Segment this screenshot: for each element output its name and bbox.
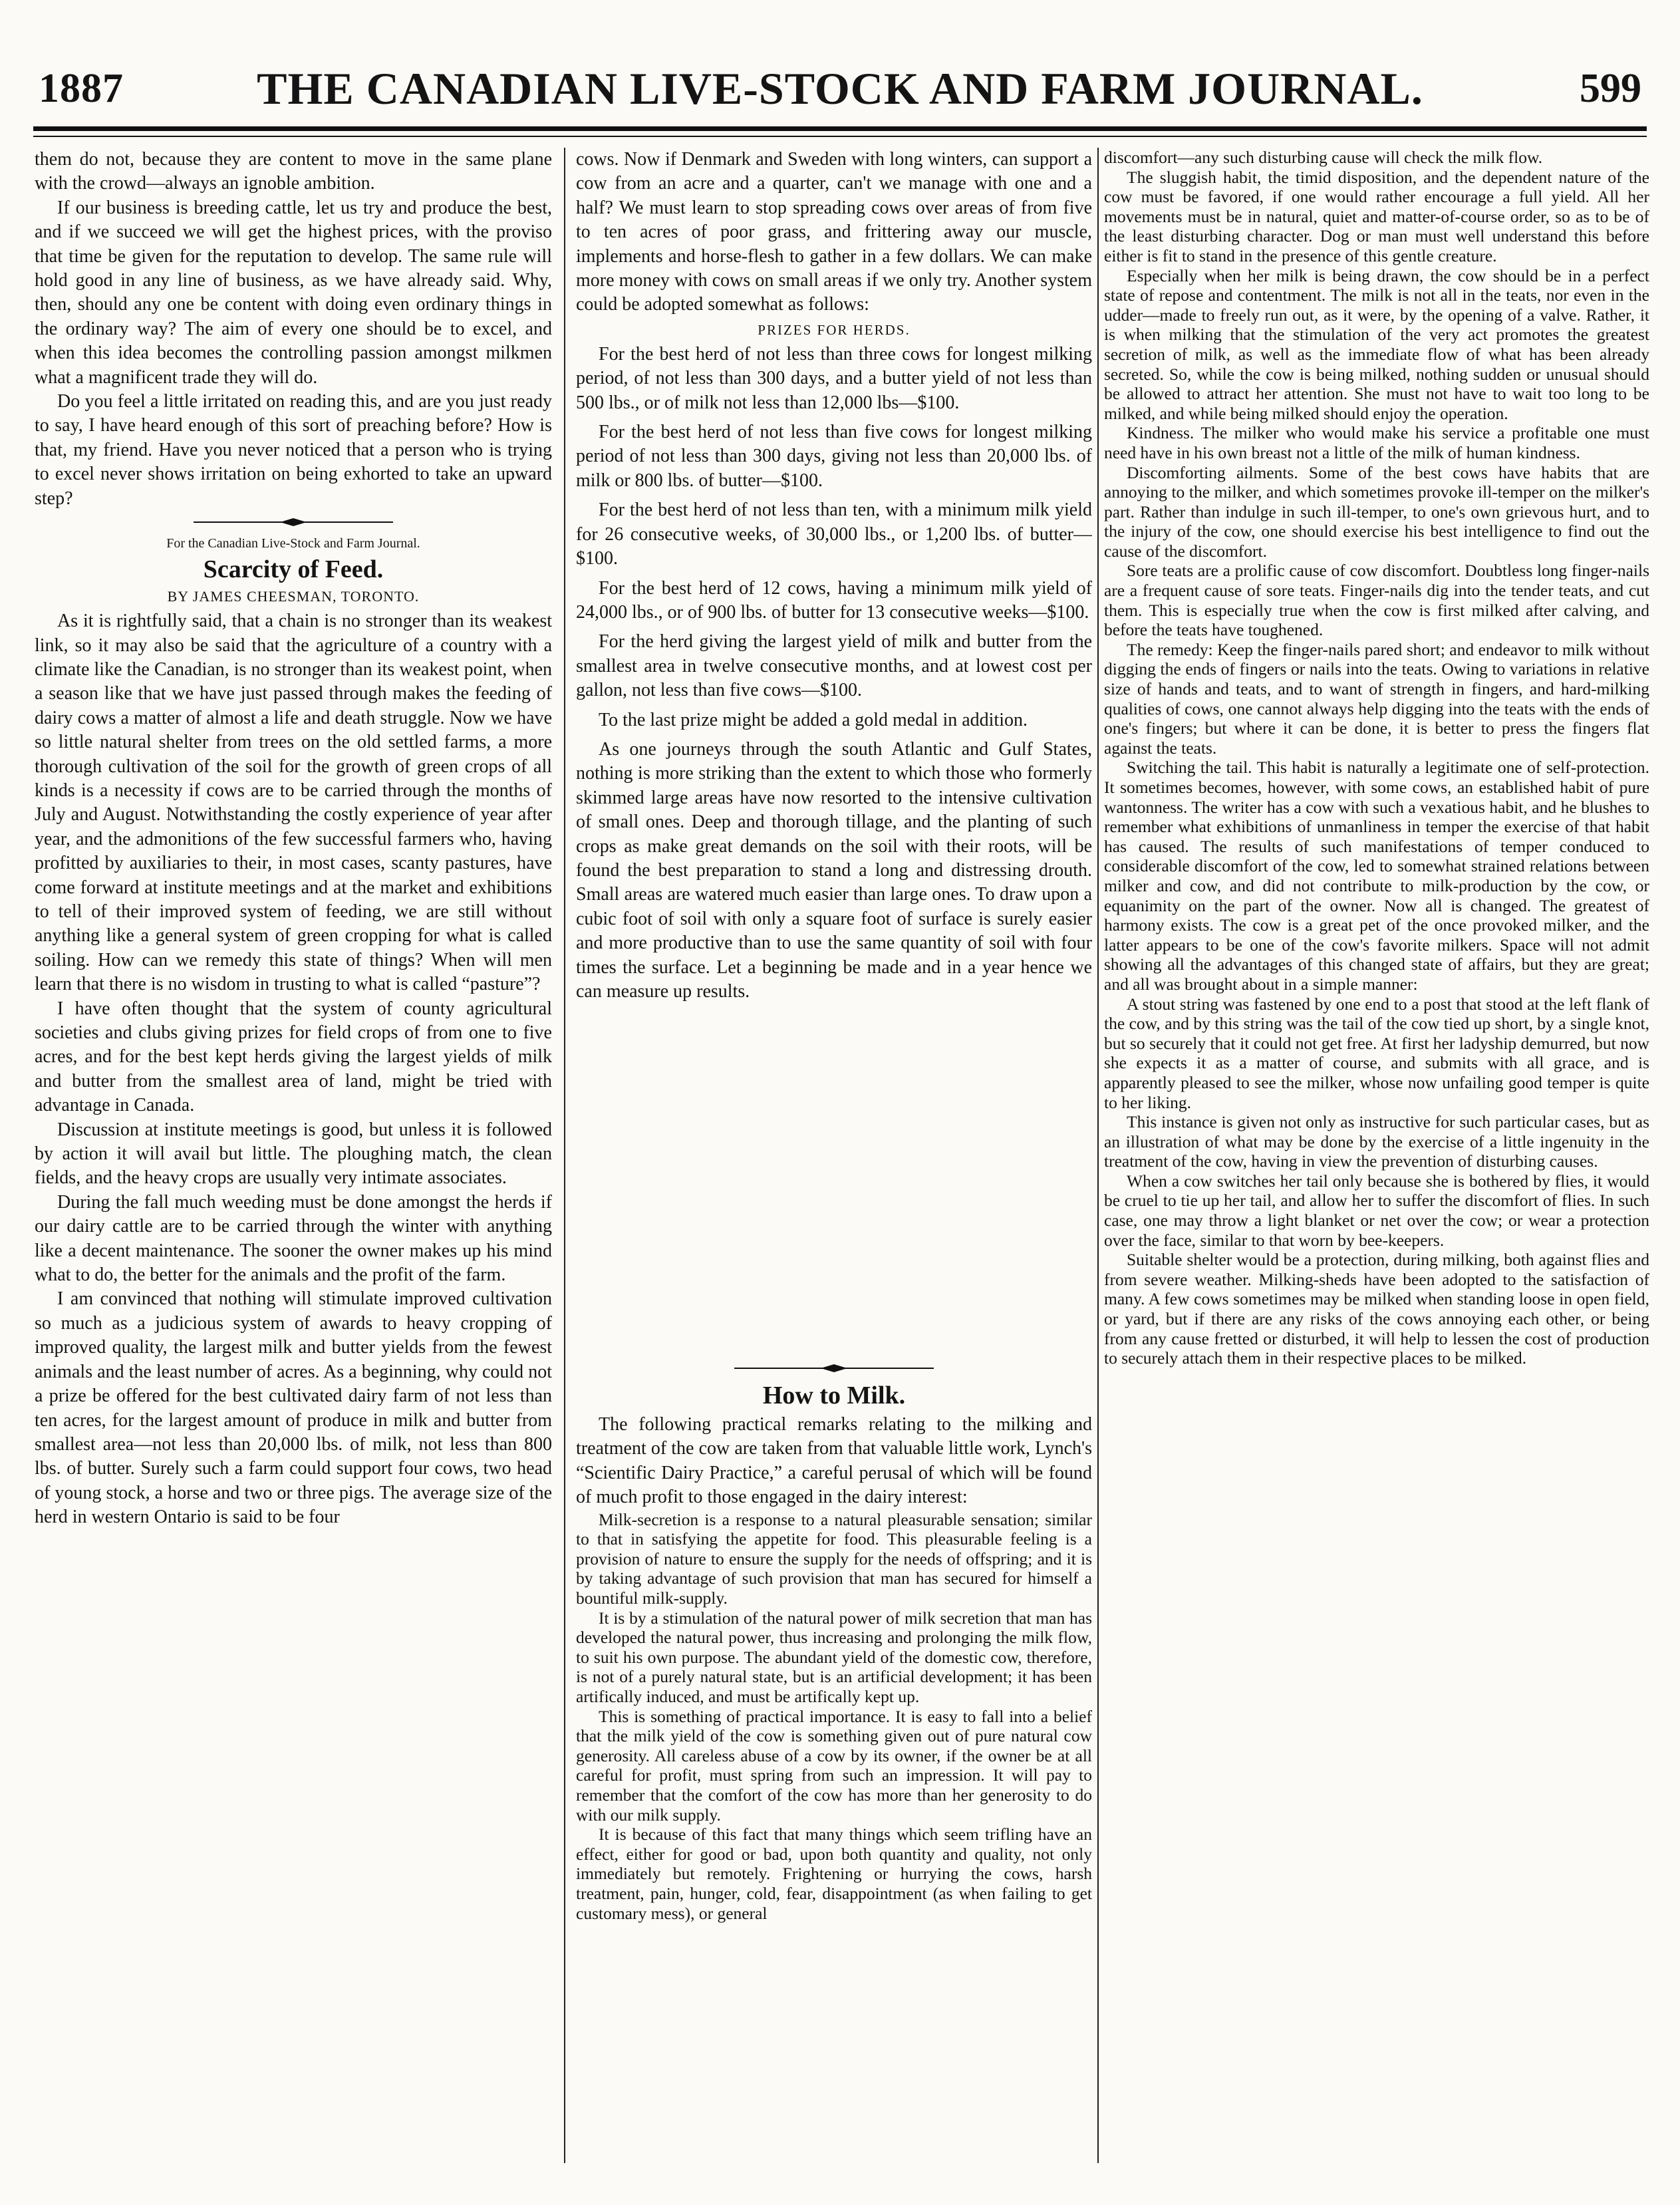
section-title: How to Milk. bbox=[762, 1382, 906, 1409]
section-divider bbox=[35, 511, 552, 533]
paragraph: As one journeys through the south Atlantic and Gulf States, nothing is more striking than the extent to which those who formerly skimmed large areas have now resorted to the intensive cultivation of small ones. Deep and thorough tillage, and the planting of such crops as make great demands on the soil with their roots, will be found the best preparation to stand a long and distressing drouth. Small areas are watered much easier than large ones. To draw upon a cubic foot of soil with only a square foot of surface is surely easier and more productive than to use the same quantity of soil with four times the surface. Let a beginning be made and in a year hence we can measure up results. bbox=[576, 738, 1092, 1002]
column-divider bbox=[1097, 148, 1099, 2163]
paragraph: Discomforting ailments. Some of the best cows have habits that are annoying to the milker, and which sometimes provoke ill-temper on the milker's part. Rather than indulge in such ill-temper, to one's own grievous hurt, and to the injury of the cow, one should exercise his best intelligence to find out the cause of the discomfort. bbox=[1104, 462, 1649, 561]
column-2 bbox=[576, 148, 1092, 1505]
column-1 bbox=[35, 148, 552, 2170]
paragraph: I have often thought that the system of county agricultural societies and clubs giving prizes for field crops of from one to five acres, and for the best kept herds giving the largest yields of milk and butter from the smallest area of land, might be tried with advantage in Canada. bbox=[35, 998, 552, 1116]
paragraph: The sluggish habit, the timid disposition, and the dependent nature of the cow must be favored, if one would rather encourage a full yield. All her movements must be in natural, quiet and matter-of-course order, so as to be of the least disturbing character. Dog or man must well understand this before either is fit to stand in the presence of this gentle creature. bbox=[1104, 167, 1649, 265]
article-byline: BY JAMES CHEESMAN, TORONTO. bbox=[167, 588, 420, 605]
page-header bbox=[33, 53, 1647, 133]
paragraph: It is because of this fact that many things which seem trifling have an effect, either for good or bad, upon both quantity and quality, not only immediately but remotely. Frightening or hurrying the cows, harsh treatment, pain, hunger, cold, fear, disappointment (as when failing to get customary mess), or general bbox=[576, 1825, 1092, 1923]
paragraph: Milk-secretion is a response to a natural pleasurable sensation; similar to that in satisfying the appetite for food. This pleasurable feeling is a provision of nature to ensure the supply for the needs of offspring; and it is by taking advantage of such provision that man has secured for himself a bountiful milk-supply. bbox=[576, 1509, 1092, 1608]
prize-item: For the best herd of not less than three cows for longest milking period, of not less than 300 days, and a butter yield of not less than 500 lbs., or of milk not less than 12,000 lbs—$100. bbox=[576, 343, 1092, 413]
paragraph: This is something of practical importance. It is easy to fall into a belief that the milk yield of the cow is something given out of pure natural cow generosity. All careless abuse of a cow by its owner, if the owner be at all careful for profit, must spring from such an impression. It will pay to remember that the comfort of the cow has more than her generosity to do with our milk supply. bbox=[576, 1706, 1092, 1825]
header-rule-thin bbox=[33, 136, 1647, 137]
paragraph: To the last prize might be added a gold medal in addition. bbox=[599, 709, 1028, 730]
paragraph: As it is rightfully said, that a chain is no stronger than its weakest link, so it may also be said that the agriculture of a country with a climate like the Canadian, is no stronger than its weakest point, when a season like that we have just passed through makes the feeding of dairy cows a matter of almost a life and death struggle. Now we have so little natural shelter from trees on the old settled farms, a more thorough cultivation of the soil for the growth of green crops of all kinds is a necessity if cows are to be carried through the months of July and August. Notwithstanding the costly experience of year after year, and the admonitions of the few successful farmers who, having profitted by auxiliaries to their, in most cases, scanty pastures, have come forward at institute meetings and at the market and exhibitions to tell of their improved system of feeding, we are still without anything like a general system of green cropping for what is called soiling. How can we remedy this state of things? When will men learn that there is no wisdom in trusting to what is called “pasture”? bbox=[35, 611, 552, 995]
prize-item: For the herd giving the largest yield of milk and butter from the smallest area in twelve consecutive months, and at lowest cost per gallon, not less than five cows—$100. bbox=[576, 631, 1092, 701]
paragraph: This instance is given not only as instructive for such particular cases, but as an illustration of what may be done by the exercise of a little ingenuity in the treatment of the cow, having in view the prevention of disturbing causes. bbox=[1104, 1112, 1649, 1171]
prize-item: For the best herd of 12 cows, having a minimum milk yield of 24,000 lbs., or of 900 lbs. of butter for 13 consecutive weeks—$100. bbox=[576, 577, 1092, 623]
paragraph: Do you feel a little irritated on reading this, and are you just ready to say, I have heard enough of this sort of preaching before? How is that, my friend. Have you never noticed that a person who is trying to excel never shows irritation on being exhorted to take an upward step? bbox=[35, 391, 552, 509]
paragraph: Discussion at institute meetings is good, but unless it is followed by action it will avail but little. The ploughing match, the clean fields, and the heavy crops are usually very intimate associates. bbox=[35, 1119, 552, 1189]
paragraph: Kindness. The milker who would make his service a profitable one must need have in his own breast not a little of the milk of human kindness. bbox=[1104, 423, 1649, 462]
paragraph: them do not, because they are content to move in the same plane with the crowd—always an ignoble ambition. bbox=[35, 149, 552, 194]
paragraph: It is by a stimulation of the natural power of milk secretion that man has developed the natural power, thus increasing and prolonging the milk flow, to suit his own purpose. The abundant yield of the domestic cow, therefore, is not of a purely natural state, but is an artificial development; it has been artifically induced, and must be artifically kept up. bbox=[576, 1608, 1092, 1706]
column-3 bbox=[1104, 148, 1649, 2176]
paragraph: I am convinced that nothing will stimulate improved cultivation so much as a judicious system of awards to heavy cropping of improved quality, the largest milk and butter yields from the fewest animals and the least number of acres. As a beginning, why could not a prize be offered for the best cultivated dairy farm of not less than ten acres, for the largest amount of produce in milk and butter from smallest area—not less than 20,000 lbs. of milk, not less than 800 lbs. of butter. Surely such a farm could support four cows, two head of young stock, a horse and two or three pigs. The average size of the herd in western Ontario is said to be four bbox=[35, 1288, 552, 1528]
paragraph: The remedy: Keep the finger-nails pared short; and endeavor to milk without digging the ends of fingers or nails into the teats. Owing to variations in relative size of hands and teats, and to want of strength in fingers, and hard-milking qualities of cows, one cannot always help digging into the teats with the ends of one's fingers; but where it can be done, it is better to press the fingers flat against the teats. bbox=[1104, 639, 1649, 758]
paragraph: If our business is breeding cattle, let us try and produce the best, and if we succeed we will get the highest prices, with the proviso that time be given for the reputation to develop. The same rule will hold good in any line of business, as we have already said. Why, then, should any one be content with doing even ordinary things in the ordinary way? The aim of every one should be to excel, and when this idea becomes the controlling passion amongst milkmen what a magnificent trade they will do. bbox=[35, 197, 552, 388]
paragraph: During the fall much weeding must be done amongst the herds if our dairy cattle are to be carried through the winter with anything like a decent maintenance. The sooner the owner makes up his mind what to do, the better for the animals and the profit of the farm. bbox=[35, 1191, 552, 1286]
journal-title: THE CANADIAN LIVE-STOCK AND FARM JOURNAL. bbox=[257, 63, 1423, 114]
paragraph: When a cow switches her tail only because she is bothered by flies, it would be cruel to tie up her tail, and allow her to suffer the discomfort of flies. In such case, one may throw a light blanket or net over the cow; or wear a protection over the face, similar to that worn by bee-keepers. bbox=[1104, 1171, 1649, 1250]
article-source: For the Canadian Live-Stock and Farm Journal. bbox=[166, 536, 420, 551]
paragraph: Switching the tail. This habit is naturally a legitimate one of self-protection. It sometimes becomes, however, with some cows, an established habit of pure wantonness. The writer has a cow with such a vexatious habit, and he blushes to remember what exhibitions of unmanliness in temper the exercise of that habit has caused. The results of such manifestations of temper conduced to considerable discomfort of the cow, led to somewhat strained relations between milker and cow, and did not contribute to milk-production by the cow, or equanimity on the part of the owner. Now all is changed. The greatest of harmony exists. The cow is a great pet of the once provoked milker, and the latter appears to be one of the cow's favorite milkers. Space will not admit showing all the advantages of this changed state of affairs, but they are great; and all was brought about in a simple manner: bbox=[1104, 758, 1649, 994]
paragraph: Sore teats are a prolific cause of cow discomfort. Doubtless long finger-nails are a frequent cause of sore teats. Finger-nails dig into the tender teats, and cut them. This is especially true when the cow is first milked after calving, and before the teats have toughened. bbox=[1104, 561, 1649, 640]
paragraph: cows. Now if Denmark and Sweden with long winters, can support a cow from an acre and a quarter, can't we manage with one and a half? We must learn to stop spreading cows over areas of from five to ten acres of poor grass, and frittering away our muscle, implements and horse-flesh to gather in a few dollars. We can make more money with cows on small areas if we only try. Another system could be adopted somewhat as follows: bbox=[576, 149, 1092, 315]
header-year: 1887 bbox=[39, 66, 124, 111]
section-divider bbox=[576, 1357, 1092, 1380]
prize-item: For the best herd of not less than five cows for longest milking period of not less than 300 days, giving not less than 20,000 lbs. of milk or 800 lbs. of butter—$100. bbox=[576, 422, 1092, 491]
paragraph: discomfort—any such disturbing cause will check the milk flow. bbox=[1104, 148, 1543, 167]
paragraph: The following practical remarks relating to the milking and treatment of the cow are taken from that valuable little work, Lynch's “Scientific Dairy Practice,” a careful perusal of which will be found of much profit to those engaged in the dairy interest: bbox=[576, 1414, 1092, 1508]
article-title: Scarcity of Feed. bbox=[203, 555, 384, 584]
prizes-heading: PRIZES FOR HERDS. bbox=[758, 321, 910, 338]
how-to-milk-section bbox=[576, 1357, 1092, 2162]
paragraph: Suitable shelter would be a protection, during milking, both against flies and from severe weather. Milking-sheds have been adopted to the satisfaction of many. A few cows sometimes may be milked when standing loose in open field, or yard, but if there are any risks of the cows annoying each other, or being from any cause fretted or disturbed, it will help to lessen the cost of production to securely attach them in their respective places to be milked. bbox=[1104, 1250, 1649, 1368]
prize-item: For the best herd of not less than ten, with a minimum milk yield for 26 consecutive weeks, of 30,000 lbs., or 1,200 lbs. of butter—$100. bbox=[576, 500, 1092, 569]
ornament-rule bbox=[194, 511, 393, 533]
paragraph: Especially when her milk is being drawn, the cow should be in a perfect state of repose and contentment. The milk is not all in the teats, nor even in the udder—made to freely run out, as it were, by the opening of a valve. Rather, it is when milking that the stimulation of the very act promotes the greatest secretion of milk, as well as the immediate flow of what has been already secreted. So, while the cow is being milked, nothing sudden or unusual should be allowed to attract her attention. She must not have to wait too long to be milked, and while being milked should enjoy the operation. bbox=[1104, 265, 1649, 423]
paragraph: A stout string was fastened by one end to a post that stood at the left flank of the cow, and by this string was the tail of the cow tied up short, by a single knot, but so securely that it could not get free. At first her ladyship demurred, but now she expects it as a matter of course, and submits with all grace, and is apparently pleased to see the milker, whose now unfailing good temper is quite to her liking. bbox=[1104, 994, 1649, 1112]
header-rule bbox=[33, 126, 1647, 131]
ornament-rule bbox=[734, 1357, 934, 1380]
column-divider bbox=[564, 148, 565, 2163]
page-number: 599 bbox=[1580, 66, 1641, 111]
